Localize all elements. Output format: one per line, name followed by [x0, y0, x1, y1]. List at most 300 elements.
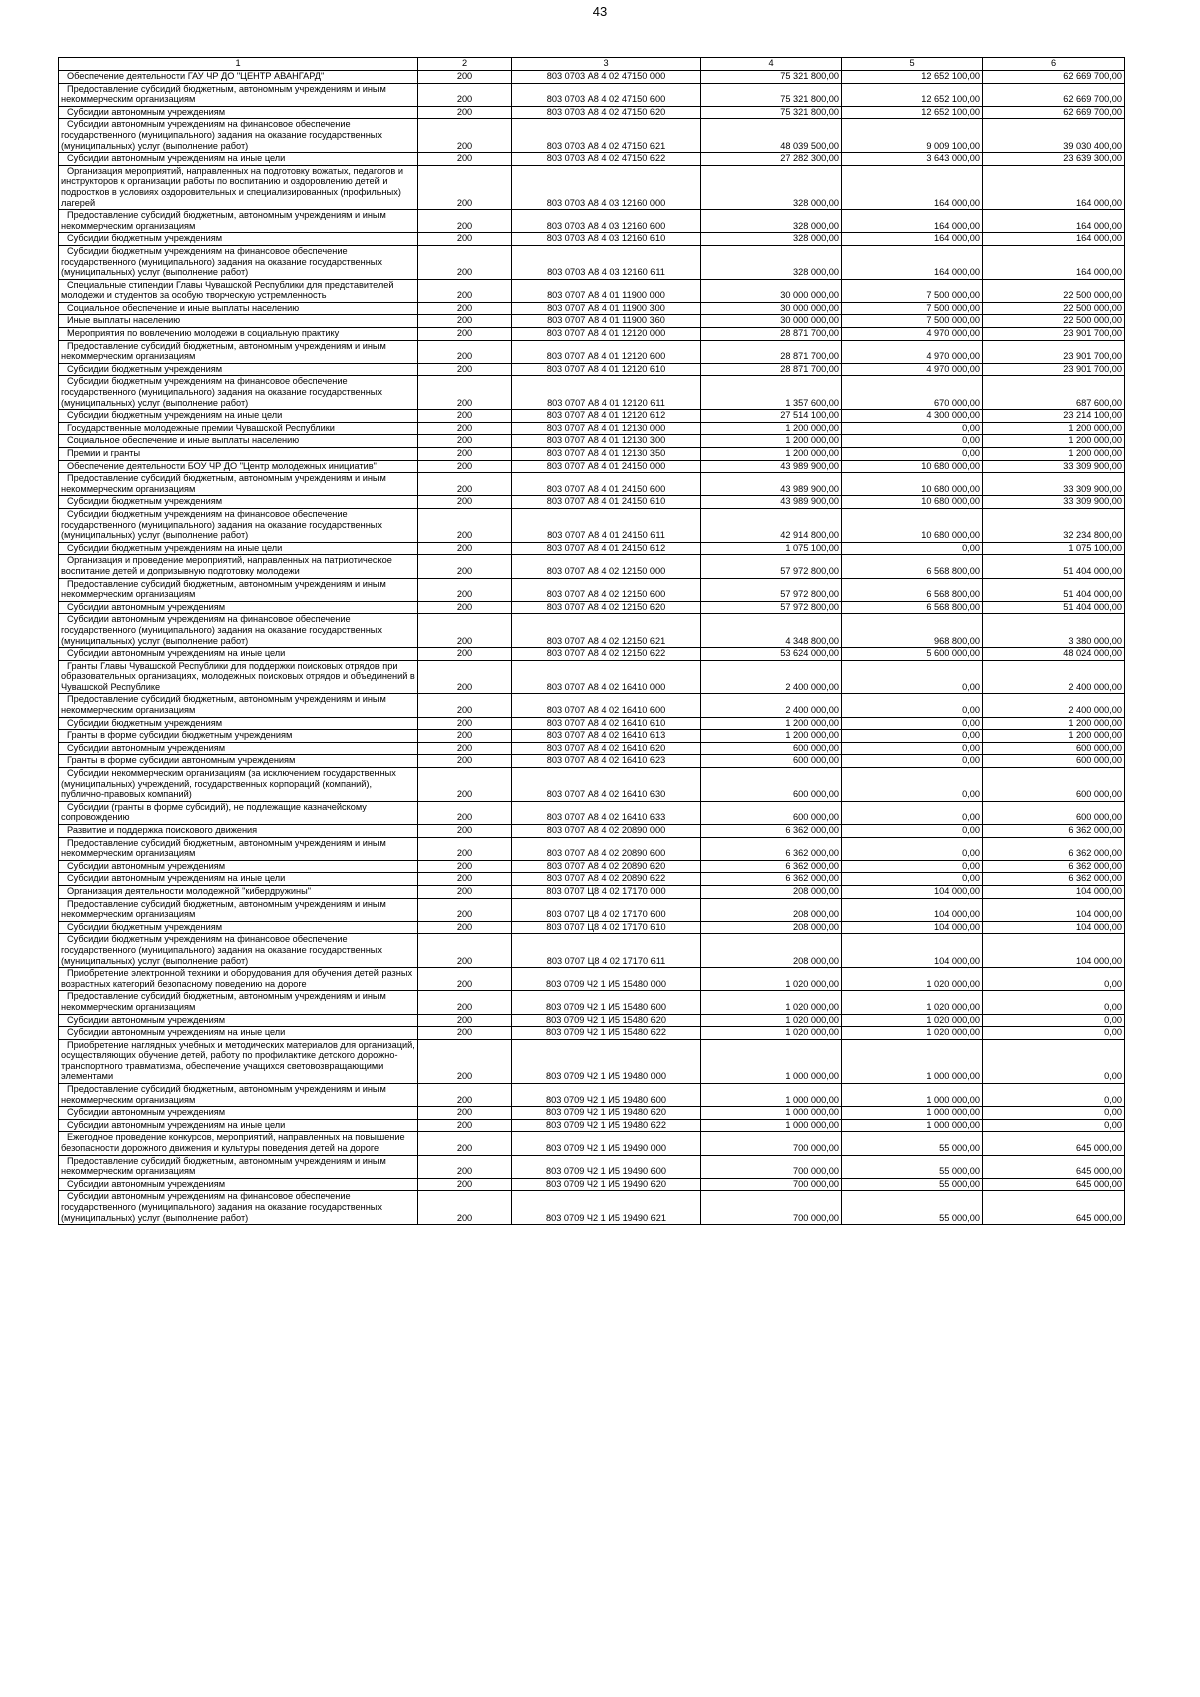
- header-col-2: 2: [418, 58, 512, 71]
- row-amount-col6: 51 404 000,00: [983, 601, 1125, 614]
- row-name: [59, 1132, 418, 1155]
- row-classification-code: 803 0709 Ч2 1 И5 19490 620: [512, 1178, 701, 1191]
- table-row: [59, 410, 1125, 423]
- row-amount-total: 700 000,00: [701, 1155, 842, 1178]
- row-amount-col6: 645 000,00: [983, 1178, 1125, 1191]
- row-amount-col5: 164 000,00: [842, 233, 983, 246]
- row-amount-total: 208 000,00: [701, 898, 842, 921]
- row-name: [59, 340, 418, 363]
- row-amount-col5: 0,00: [842, 435, 983, 448]
- row-admin-code: 200: [418, 555, 512, 578]
- row-amount-total: 2 400 000,00: [701, 694, 842, 717]
- row-classification-code: 803 0707 А8 4 01 12120 000: [512, 328, 701, 341]
- row-amount-col6: 22 500 000,00: [983, 315, 1125, 328]
- row-classification-code: 803 0707 А8 4 02 16410 630: [512, 768, 701, 802]
- row-admin-code: 200: [418, 898, 512, 921]
- row-classification-code: 803 0703 А8 4 03 12160 600: [512, 210, 701, 233]
- row-name: [59, 233, 418, 246]
- table-row: [59, 435, 1125, 448]
- row-admin-code: 200: [418, 245, 512, 279]
- row-name: [59, 885, 418, 898]
- row-name: [59, 1039, 418, 1083]
- row-admin-code: 200: [418, 1014, 512, 1027]
- row-amount-col6: 22 500 000,00: [983, 302, 1125, 315]
- row-name: [59, 1155, 418, 1178]
- row-amount-total: 1 357 600,00: [701, 376, 842, 410]
- row-amount-total: 328 000,00: [701, 245, 842, 279]
- row-amount-total: 700 000,00: [701, 1132, 842, 1155]
- row-classification-code: 803 0707 А8 4 02 12150 621: [512, 614, 701, 648]
- row-classification-code: 803 0707 Ц8 4 02 17170 600: [512, 898, 701, 921]
- row-amount-col5: 0,00: [842, 742, 983, 755]
- row-name-text: Субсидии бюджетным учреждениям: [67, 717, 223, 728]
- table-row: [59, 508, 1125, 542]
- row-amount-col5: 3 643 000,00: [842, 153, 983, 166]
- row-amount-col6: 104 000,00: [983, 898, 1125, 921]
- row-amount-col5: 164 000,00: [842, 245, 983, 279]
- row-amount-col6: 600 000,00: [983, 768, 1125, 802]
- table-row: [59, 153, 1125, 166]
- row-name: [59, 768, 418, 802]
- header-col-4: 4: [701, 58, 842, 71]
- row-admin-code: 200: [418, 801, 512, 824]
- row-name-text: Предоставление субсидий бюджетным, автономным учреждениям и иным некоммерческим организациям: [61, 1084, 386, 1105]
- row-name-text: Предоставление субсидий бюджетным, автономным учреждениям и иным некоммерческим организациям: [61, 83, 386, 105]
- row-amount-total: 1 020 000,00: [701, 968, 842, 991]
- row-name-text: Обеспечение деятельности ГАУ ЧР ДО "ЦЕНТР АВАНГАРД": [67, 71, 325, 81]
- row-amount-total: 28 871 700,00: [701, 328, 842, 341]
- row-amount-total: 43 989 900,00: [701, 473, 842, 496]
- row-amount-col5: 0,00: [842, 542, 983, 555]
- table-row: [59, 601, 1125, 614]
- row-classification-code: 803 0707 А8 4 02 16410 000: [512, 660, 701, 694]
- row-amount-total: 1 075 100,00: [701, 542, 842, 555]
- table-row: [59, 934, 1125, 968]
- row-name-text: Предоставление субсидий бюджетным, автономным учреждениям и иным некоммерческим организациям: [61, 898, 386, 920]
- row-name: [59, 473, 418, 496]
- row-amount-total: 28 871 700,00: [701, 340, 842, 363]
- row-classification-code: 803 0709 Ч2 1 И5 15480 000: [512, 968, 701, 991]
- row-amount-col6: 164 000,00: [983, 233, 1125, 246]
- row-amount-col5: 0,00: [842, 873, 983, 886]
- row-amount-col6: 0,00: [983, 1039, 1125, 1083]
- row-admin-code: 200: [418, 837, 512, 860]
- table-row: [59, 768, 1125, 802]
- row-name: [59, 71, 418, 84]
- row-name: [59, 614, 418, 648]
- row-name: [59, 801, 418, 824]
- row-admin-code: 200: [418, 755, 512, 768]
- row-classification-code: 803 0707 А8 4 01 24150 000: [512, 460, 701, 473]
- row-amount-total: 1 020 000,00: [701, 991, 842, 1014]
- row-amount-col5: 104 000,00: [842, 921, 983, 934]
- row-amount-total: 75 321 800,00: [701, 106, 842, 119]
- row-amount-col6: 33 309 900,00: [983, 460, 1125, 473]
- row-admin-code: 200: [418, 860, 512, 873]
- row-amount-col5: 9 009 100,00: [842, 119, 983, 153]
- row-classification-code: 803 0707 Ц8 4 02 17170 611: [512, 934, 701, 968]
- row-name-text: Субсидии бюджетным учреждениям: [67, 233, 223, 244]
- table-row: [59, 968, 1125, 991]
- row-amount-col6: 6 362 000,00: [983, 825, 1125, 838]
- row-amount-col5: 1 020 000,00: [842, 1014, 983, 1027]
- row-admin-code: 200: [418, 363, 512, 376]
- row-admin-code: 200: [418, 119, 512, 153]
- table-row: [59, 328, 1125, 341]
- row-amount-col5: 968 800,00: [842, 614, 983, 648]
- row-amount-col5: 5 600 000,00: [842, 648, 983, 661]
- row-admin-code: 200: [418, 694, 512, 717]
- row-classification-code: 803 0707 А8 4 02 12150 600: [512, 578, 701, 601]
- row-amount-total: 208 000,00: [701, 921, 842, 934]
- row-classification-code: 803 0707 А8 4 01 24150 611: [512, 508, 701, 542]
- row-classification-code: 803 0707 А8 4 02 20890 620: [512, 860, 701, 873]
- row-name: [59, 898, 418, 921]
- row-name-text: Предоставление субсидий бюджетным, автономным учреждениям и иным некоммерческим организациям: [61, 837, 386, 859]
- row-classification-code: 803 0709 Ч2 1 И5 19490 000: [512, 1132, 701, 1155]
- row-name-text: Субсидии бюджетным учреждениям: [67, 496, 223, 507]
- row-name-text: Субсидии автономным учреждениям: [67, 1178, 226, 1189]
- row-admin-code: 200: [418, 448, 512, 461]
- row-admin-code: 200: [418, 1132, 512, 1155]
- row-classification-code: 803 0703 А8 4 03 12160 611: [512, 245, 701, 279]
- row-classification-code: 803 0707 Ц8 4 02 17170 610: [512, 921, 701, 934]
- row-name-text: Субсидии некоммерческим организациям (за исключением государственных (муниципальных) учреждений, государственных корпораций (компаний), публично-правовых компаний): [61, 768, 396, 800]
- row-amount-col6: 6 362 000,00: [983, 873, 1125, 886]
- row-amount-col6: 645 000,00: [983, 1191, 1125, 1225]
- header-col-3: 3: [512, 58, 701, 71]
- row-amount-total: 30 000 000,00: [701, 315, 842, 328]
- row-classification-code: 803 0707 А8 4 01 11900 360: [512, 315, 701, 328]
- row-amount-col6: 2 400 000,00: [983, 694, 1125, 717]
- row-admin-code: 200: [418, 1155, 512, 1178]
- row-admin-code: 200: [418, 71, 512, 84]
- row-name: [59, 968, 418, 991]
- row-name-text: Субсидии автономным учреждениям на иные цели: [67, 1119, 286, 1130]
- row-amount-col5: 1 000 000,00: [842, 1084, 983, 1107]
- row-name: [59, 991, 418, 1014]
- table-row: [59, 1178, 1125, 1191]
- row-amount-col6: 164 000,00: [983, 210, 1125, 233]
- row-amount-col6: 1 200 000,00: [983, 422, 1125, 435]
- row-amount-col6: 48 024 000,00: [983, 648, 1125, 661]
- row-amount-total: 700 000,00: [701, 1178, 842, 1191]
- row-amount-col5: 7 500 000,00: [842, 315, 983, 328]
- row-classification-code: 803 0707 А8 4 01 24150 610: [512, 496, 701, 509]
- row-amount-col5: 12 652 100,00: [842, 83, 983, 106]
- table-row: [59, 376, 1125, 410]
- row-name-text: Предоставление субсидий бюджетным, автономным учреждениям и иным некоммерческим организациям: [61, 991, 386, 1012]
- row-classification-code: 803 0709 Ч2 1 И5 19480 000: [512, 1039, 701, 1083]
- row-classification-code: 803 0707 А8 4 02 12150 620: [512, 601, 701, 614]
- row-classification-code: 803 0707 А8 4 01 24150 612: [512, 542, 701, 555]
- row-name: [59, 825, 418, 838]
- row-admin-code: 200: [418, 410, 512, 423]
- row-amount-col6: 600 000,00: [983, 755, 1125, 768]
- row-amount-col6: 0,00: [983, 1119, 1125, 1132]
- row-name: [59, 837, 418, 860]
- row-name-text: Приобретение электронной техники и оборудования для обучения детей разных возрастных категорий безопасному поведению на дороге: [61, 968, 413, 989]
- row-amount-col6: 62 669 700,00: [983, 71, 1125, 84]
- row-name-text: Субсидии автономным учреждениям: [67, 1014, 226, 1025]
- table-row: [59, 1084, 1125, 1107]
- row-amount-col6: 33 309 900,00: [983, 496, 1125, 509]
- table-row: [59, 755, 1125, 768]
- row-amount-col6: 600 000,00: [983, 801, 1125, 824]
- row-amount-col6: 1 200 000,00: [983, 448, 1125, 461]
- row-name: [59, 1178, 418, 1191]
- row-amount-col6: 39 030 400,00: [983, 119, 1125, 153]
- row-amount-total: 75 321 800,00: [701, 83, 842, 106]
- table-row: [59, 1027, 1125, 1040]
- table-row: [59, 106, 1125, 119]
- row-amount-col5: 104 000,00: [842, 934, 983, 968]
- table-row: [59, 448, 1125, 461]
- row-admin-code: 200: [418, 376, 512, 410]
- row-name-text: Субсидии автономным учреждениям на финансовое обеспечение государственного (муниципального) задания на оказание государственных (муниципальных) услуг (выполнение работ): [61, 1191, 382, 1223]
- row-classification-code: 803 0703 А8 4 02 47150 620: [512, 106, 701, 119]
- row-amount-total: 700 000,00: [701, 1191, 842, 1225]
- row-amount-col5: 104 000,00: [842, 898, 983, 921]
- row-name-text: Субсидии автономным учреждениям: [67, 106, 226, 117]
- row-name: [59, 328, 418, 341]
- row-name-text: Субсидии бюджетным учреждениям на иные цели: [67, 542, 283, 553]
- row-amount-total: 1 000 000,00: [701, 1107, 842, 1120]
- row-name-text: Организация мероприятий, направленных на подготовку вожатых, педагогов и инструкторов к организации работы по воспитанию и оздоровлению детей и подростков в условиях оздоровительных и специализированных (профильных) лагерей: [61, 165, 403, 208]
- row-admin-code: 200: [418, 1119, 512, 1132]
- row-amount-col6: 104 000,00: [983, 921, 1125, 934]
- table-row: [59, 991, 1125, 1014]
- row-amount-col5: 10 680 000,00: [842, 473, 983, 496]
- row-classification-code: 803 0707 А8 4 01 12120 610: [512, 363, 701, 376]
- row-amount-total: 1 200 000,00: [701, 448, 842, 461]
- row-amount-col5: 10 680 000,00: [842, 508, 983, 542]
- row-amount-col5: 7 500 000,00: [842, 279, 983, 302]
- row-amount-col6: 645 000,00: [983, 1132, 1125, 1155]
- row-name: [59, 422, 418, 435]
- row-classification-code: 803 0707 А8 4 01 24150 600: [512, 473, 701, 496]
- row-classification-code: 803 0707 А8 4 01 11900 000: [512, 279, 701, 302]
- row-name-text: Субсидии автономным учреждениям на иные цели: [67, 1027, 286, 1038]
- row-admin-code: 200: [418, 210, 512, 233]
- row-name-text: Субсидии бюджетным учреждениям на финансовое обеспечение государственного (муниципального) задания на оказание государственных (муниципальных) услуг (выполнение работ): [61, 376, 382, 408]
- row-amount-total: 1 000 000,00: [701, 1039, 842, 1083]
- row-name: [59, 410, 418, 423]
- row-amount-total: 57 972 800,00: [701, 601, 842, 614]
- row-amount-total: 1 200 000,00: [701, 422, 842, 435]
- row-admin-code: 200: [418, 717, 512, 730]
- table-row: [59, 363, 1125, 376]
- row-classification-code: 803 0707 А8 4 02 20890 622: [512, 873, 701, 886]
- header-col-1: 1: [59, 58, 418, 71]
- row-name: [59, 363, 418, 376]
- row-name: [59, 717, 418, 730]
- row-classification-code: 803 0707 А8 4 02 20890 600: [512, 837, 701, 860]
- row-admin-code: 200: [418, 885, 512, 898]
- row-name-text: Государственные молодежные премии Чувашской Республики: [67, 422, 335, 433]
- row-amount-col5: 0,00: [842, 694, 983, 717]
- row-amount-col5: 6 568 800,00: [842, 601, 983, 614]
- table-row: [59, 694, 1125, 717]
- row-admin-code: 200: [418, 302, 512, 315]
- table-row: [59, 921, 1125, 934]
- row-amount-col6: 22 500 000,00: [983, 279, 1125, 302]
- row-amount-col5: 1 020 000,00: [842, 968, 983, 991]
- row-classification-code: 803 0707 А8 4 02 12150 622: [512, 648, 701, 661]
- row-amount-col5: 12 652 100,00: [842, 106, 983, 119]
- table-row: [59, 614, 1125, 648]
- header-col-6: 6: [983, 58, 1125, 71]
- row-amount-col5: 1 000 000,00: [842, 1107, 983, 1120]
- table-row: [59, 555, 1125, 578]
- row-amount-total: 6 362 000,00: [701, 860, 842, 873]
- row-amount-col5: 6 568 800,00: [842, 555, 983, 578]
- table-row: [59, 1155, 1125, 1178]
- row-name: [59, 755, 418, 768]
- row-name: [59, 660, 418, 694]
- row-amount-total: 1 000 000,00: [701, 1084, 842, 1107]
- row-amount-col5: 164 000,00: [842, 165, 983, 209]
- row-amount-total: 43 989 900,00: [701, 460, 842, 473]
- row-classification-code: 803 0703 А8 4 03 12160 000: [512, 165, 701, 209]
- row-amount-total: 328 000,00: [701, 165, 842, 209]
- table-row: [59, 119, 1125, 153]
- table-row: [59, 302, 1125, 315]
- row-amount-total: 328 000,00: [701, 210, 842, 233]
- row-amount-col5: 1 000 000,00: [842, 1039, 983, 1083]
- row-amount-col6: 2 400 000,00: [983, 660, 1125, 694]
- row-amount-col6: 687 600,00: [983, 376, 1125, 410]
- row-name-text: Предоставление субсидий бюджетным, автономным учреждениям и иным некоммерческим организациям: [61, 210, 386, 231]
- row-amount-col5: 1 000 000,00: [842, 1119, 983, 1132]
- row-admin-code: 200: [418, 328, 512, 341]
- row-amount-col5: 12 652 100,00: [842, 71, 983, 84]
- row-admin-code: 200: [418, 153, 512, 166]
- row-amount-col6: 600 000,00: [983, 742, 1125, 755]
- row-amount-col5: 0,00: [842, 768, 983, 802]
- row-amount-total: 57 972 800,00: [701, 578, 842, 601]
- row-amount-total: 600 000,00: [701, 755, 842, 768]
- row-admin-code: 200: [418, 730, 512, 743]
- row-name: [59, 83, 418, 106]
- row-classification-code: 803 0703 А8 4 02 47150 622: [512, 153, 701, 166]
- table-row: [59, 1039, 1125, 1083]
- row-amount-total: 600 000,00: [701, 801, 842, 824]
- row-name-text: Обеспечение деятельности БОУ ЧР ДО "Центр молодежных инициатив": [67, 460, 377, 471]
- table-row: [59, 1132, 1125, 1155]
- row-name-text: Субсидии автономным учреждениям на иные цели: [67, 153, 286, 164]
- row-admin-code: 200: [418, 473, 512, 496]
- row-amount-col5: 4 300 000,00: [842, 410, 983, 423]
- row-classification-code: 803 0707 А8 4 01 12130 300: [512, 435, 701, 448]
- table-row: [59, 648, 1125, 661]
- row-name: [59, 694, 418, 717]
- row-classification-code: 803 0709 Ч2 1 И5 19480 600: [512, 1084, 701, 1107]
- row-name: [59, 153, 418, 166]
- row-name: [59, 578, 418, 601]
- header-row: [59, 58, 1125, 71]
- table-row: [59, 210, 1125, 233]
- row-amount-col6: 1 200 000,00: [983, 435, 1125, 448]
- row-admin-code: 200: [418, 340, 512, 363]
- row-name: [59, 165, 418, 209]
- row-admin-code: 200: [418, 508, 512, 542]
- table-row: [59, 837, 1125, 860]
- row-amount-total: 57 972 800,00: [701, 555, 842, 578]
- row-name: [59, 1014, 418, 1027]
- row-amount-total: 1 020 000,00: [701, 1027, 842, 1040]
- row-admin-code: 200: [418, 1084, 512, 1107]
- row-name: [59, 1191, 418, 1225]
- row-amount-col5: 1 020 000,00: [842, 1027, 983, 1040]
- row-admin-code: 200: [418, 1107, 512, 1120]
- row-amount-col5: 0,00: [842, 860, 983, 873]
- row-amount-col5: 0,00: [842, 717, 983, 730]
- row-amount-total: 208 000,00: [701, 885, 842, 898]
- table-row: [59, 1014, 1125, 1027]
- row-name: [59, 921, 418, 934]
- row-name-text: Организация деятельности молодежной "кибердружины": [67, 885, 311, 896]
- row-name-text: Субсидии автономным учреждениям на иные цели: [67, 648, 286, 659]
- row-name: [59, 106, 418, 119]
- row-name-text: Социальное обеспечение и иные выплаты населению: [67, 435, 300, 446]
- row-classification-code: 803 0707 А8 4 02 12150 000: [512, 555, 701, 578]
- row-name: [59, 1027, 418, 1040]
- row-classification-code: 803 0707 Ц8 4 02 17170 000: [512, 885, 701, 898]
- row-admin-code: 200: [418, 83, 512, 106]
- row-amount-col6: 1 200 000,00: [983, 730, 1125, 743]
- table-row: [59, 1107, 1125, 1120]
- row-name-text: Субсидии автономным учреждениям: [67, 742, 226, 753]
- row-admin-code: 200: [418, 315, 512, 328]
- row-name: [59, 460, 418, 473]
- row-amount-total: 28 871 700,00: [701, 363, 842, 376]
- table-row: [59, 885, 1125, 898]
- row-admin-code: 200: [418, 768, 512, 802]
- row-name: [59, 542, 418, 555]
- page-number: 43: [592, 4, 608, 19]
- table-row: [59, 860, 1125, 873]
- table-body: [59, 71, 1125, 1225]
- row-name-text: Специальные стипендии Главы Чувашской Республики для представителей молодежи и студентов за особую творческую устремленность: [61, 279, 394, 301]
- table-row: [59, 496, 1125, 509]
- row-classification-code: 803 0709 Ч2 1 И5 15480 600: [512, 991, 701, 1014]
- row-classification-code: 803 0703 А8 4 03 12160 610: [512, 233, 701, 246]
- row-amount-total: 2 400 000,00: [701, 660, 842, 694]
- table-row: [59, 71, 1125, 84]
- row-name: [59, 1084, 418, 1107]
- row-name-text: Развитие и поддержка поискового движения: [67, 825, 258, 835]
- row-amount-total: 328 000,00: [701, 233, 842, 246]
- row-admin-code: 200: [418, 165, 512, 209]
- row-amount-col6: 51 404 000,00: [983, 578, 1125, 601]
- row-classification-code: 803 0707 А8 4 01 12120 600: [512, 340, 701, 363]
- row-amount-col6: 0,00: [983, 1014, 1125, 1027]
- row-name-text: Иные выплаты населению: [67, 315, 181, 326]
- row-amount-col5: 0,00: [842, 755, 983, 768]
- table-row: [59, 801, 1125, 824]
- row-admin-code: 200: [418, 435, 512, 448]
- row-classification-code: 803 0709 Ч2 1 И5 19480 622: [512, 1119, 701, 1132]
- row-amount-col5: 55 000,00: [842, 1191, 983, 1225]
- row-admin-code: 200: [418, 873, 512, 886]
- row-name-text: Гранты в форме субсидии бюджетным учреждениям: [67, 730, 293, 741]
- row-name: [59, 873, 418, 886]
- row-classification-code: 803 0707 А8 4 02 16410 600: [512, 694, 701, 717]
- row-amount-col6: 6 362 000,00: [983, 860, 1125, 873]
- row-name-text: Субсидии бюджетным учреждениям на финансовое обеспечение государственного (муниципального) задания на оказание государственных (муниципальных) услуг (выполнение работ): [61, 508, 382, 541]
- budget-table: [58, 57, 1125, 1225]
